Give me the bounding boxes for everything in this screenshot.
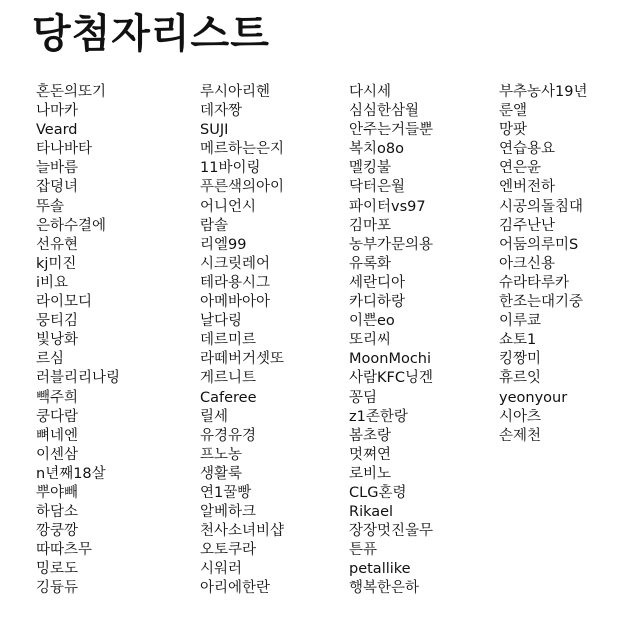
- winner-name: 부추농사19년: [499, 84, 588, 100]
- winner-name: 뚜솔: [36, 198, 65, 215]
- page-title: 당첨자리스트: [32, 11, 270, 57]
- winner-name: SUJI: [200, 122, 229, 139]
- winner-name: 연은윤: [499, 160, 542, 177]
- winner-name: Rikael: [349, 504, 394, 521]
- winner-name: 행복한은하: [349, 580, 420, 597]
- winner-name: 유록화: [349, 255, 392, 272]
- winner-name: 연습용요: [499, 141, 556, 158]
- winner-name: 선유현: [36, 236, 79, 253]
- winner-list-column-1: [36, 83, 120, 599]
- winner-name: 시워러: [200, 561, 243, 578]
- winner-name: 잡뎡녀: [36, 179, 79, 196]
- winner-name: MoonMochi: [349, 351, 432, 368]
- winner-name: 아크신용: [499, 255, 556, 272]
- winner-name: 뼈네엔: [36, 427, 79, 444]
- winner-name: petallike: [349, 561, 411, 578]
- winner-name: 데르미르: [200, 332, 257, 349]
- winner-name: 다시세: [349, 84, 392, 100]
- winner-name: 혼돈의또기: [36, 84, 107, 100]
- winner-name: 천사소녀비샵: [200, 523, 285, 540]
- winner-name: 이쁜eo: [349, 313, 395, 330]
- winner-name: 휴르잇: [499, 370, 542, 387]
- winner-name: 나마카: [36, 103, 79, 120]
- winner-name: 장장멋진울무: [349, 523, 434, 540]
- winner-name: 푸른색의아이: [200, 179, 285, 196]
- winner-name: 깅듕듀: [36, 580, 79, 597]
- winner-name: 쿵다람: [36, 408, 79, 425]
- winner-name: 빽주희: [36, 389, 79, 406]
- winner-name: 세란디아: [349, 274, 406, 291]
- winner-name: 또리씨: [349, 332, 392, 349]
- winner-name: 라이모디: [36, 294, 93, 311]
- winner-name: 튼퓨: [349, 542, 378, 559]
- winner-name: Veard: [36, 122, 78, 139]
- winner-name: 농부가문의용: [349, 236, 434, 253]
- winner-name: 파이터vs97: [349, 198, 426, 215]
- winner-name: 르심: [36, 351, 65, 368]
- winner-name: 닥터은월: [349, 179, 406, 196]
- winner-name: 아리에한란: [200, 580, 271, 597]
- winner-name: CLG혼령: [349, 484, 407, 501]
- winner-name: kj미진: [36, 255, 77, 272]
- winner-name: 안주는거들뿐: [349, 122, 434, 139]
- winner-name: 루시아리헨: [200, 84, 271, 100]
- winner-name: 쇼토1: [499, 332, 537, 349]
- winner-name: 오토쿠라: [200, 542, 257, 559]
- winner-name: 알베하크: [200, 504, 257, 521]
- winner-name: 프노농: [200, 446, 243, 463]
- winner-list-column-2: [200, 83, 284, 599]
- winner-name: 로비노: [349, 465, 392, 482]
- winner-name: 따따츠무: [36, 542, 93, 559]
- winner-name: 데자짱: [200, 103, 243, 120]
- winner-name: 시크릿레어: [200, 255, 271, 272]
- winner-name: 게르니트: [200, 370, 257, 387]
- winner-name: 라떼버거셋또: [200, 351, 285, 368]
- winner-name: 뿌야빼: [36, 484, 79, 501]
- winner-name: 한조는대기중: [499, 294, 584, 311]
- winner-name: 꽁딤: [349, 389, 378, 406]
- winner-name: 봄초랑: [349, 427, 392, 444]
- winner-name: 어둠의루미S: [499, 236, 579, 253]
- winner-name: 카디하랑: [349, 294, 406, 311]
- winner-name: 릴세: [200, 408, 229, 425]
- winner-name: 연1꿀빵: [200, 484, 252, 501]
- winner-name: 늘바름: [36, 160, 79, 177]
- winner-name: 생활룩: [200, 465, 243, 482]
- winner-name: 손제천: [499, 427, 542, 444]
- winner-name: 복치o8o: [349, 141, 404, 158]
- winner-name: 엔버전하: [499, 179, 556, 196]
- winner-name: 룬앨: [499, 103, 528, 120]
- winner-list-column-3: [349, 83, 433, 599]
- winner-name: 타나바타: [36, 141, 93, 158]
- winner-name: 메르하는은지: [200, 141, 285, 158]
- winner-name: z1존한랑: [349, 408, 408, 425]
- winner-name: 람솔: [200, 217, 229, 234]
- winner-name: 아메바아아: [200, 294, 271, 311]
- winner-name: 날다링: [200, 313, 243, 330]
- winner-name: 슈라타루카: [499, 274, 570, 291]
- winner-name: yeonyour: [499, 389, 568, 406]
- winner-list-column-4: [499, 83, 588, 446]
- winner-name: Caferee: [200, 389, 257, 406]
- winner-name: 뭉티김: [36, 313, 79, 330]
- winner-name: 망팟: [499, 122, 528, 139]
- winner-name: 리엘99: [200, 236, 247, 253]
- winner-name: i비요: [36, 274, 69, 291]
- winner-name: 어니언시: [200, 198, 257, 215]
- winner-name: 멋쪄연: [349, 446, 392, 463]
- winner-name: 11바이링: [200, 160, 261, 177]
- winner-name: n년째18살: [36, 465, 106, 482]
- winner-name: 하담소: [36, 504, 79, 521]
- winner-name: 김주난난: [499, 217, 556, 234]
- winner-name: 유경유경: [200, 427, 257, 444]
- winner-name: 멜킹불: [349, 160, 392, 177]
- winner-name: 은하수결에: [36, 217, 107, 234]
- winner-name: 사람KFC닝겐: [349, 370, 434, 387]
- winner-name: 깡쿵깡: [36, 523, 79, 540]
- winner-name: 시공의돌침대: [499, 198, 584, 215]
- winner-name: 빛낭화: [36, 332, 79, 349]
- winner-name: 테라용시그: [200, 274, 271, 291]
- winner-name: 김마포: [349, 217, 392, 234]
- winner-name: 밍로도: [36, 561, 79, 578]
- winner-name: 심심한삼월: [349, 103, 420, 120]
- winner-name: 이루쿄: [499, 313, 542, 330]
- winner-name: 킹짱미: [499, 351, 542, 368]
- winner-name: 이센삼: [36, 446, 79, 463]
- winner-name: 러블리리나링: [36, 370, 121, 387]
- winner-name: 시아츠: [499, 408, 542, 425]
